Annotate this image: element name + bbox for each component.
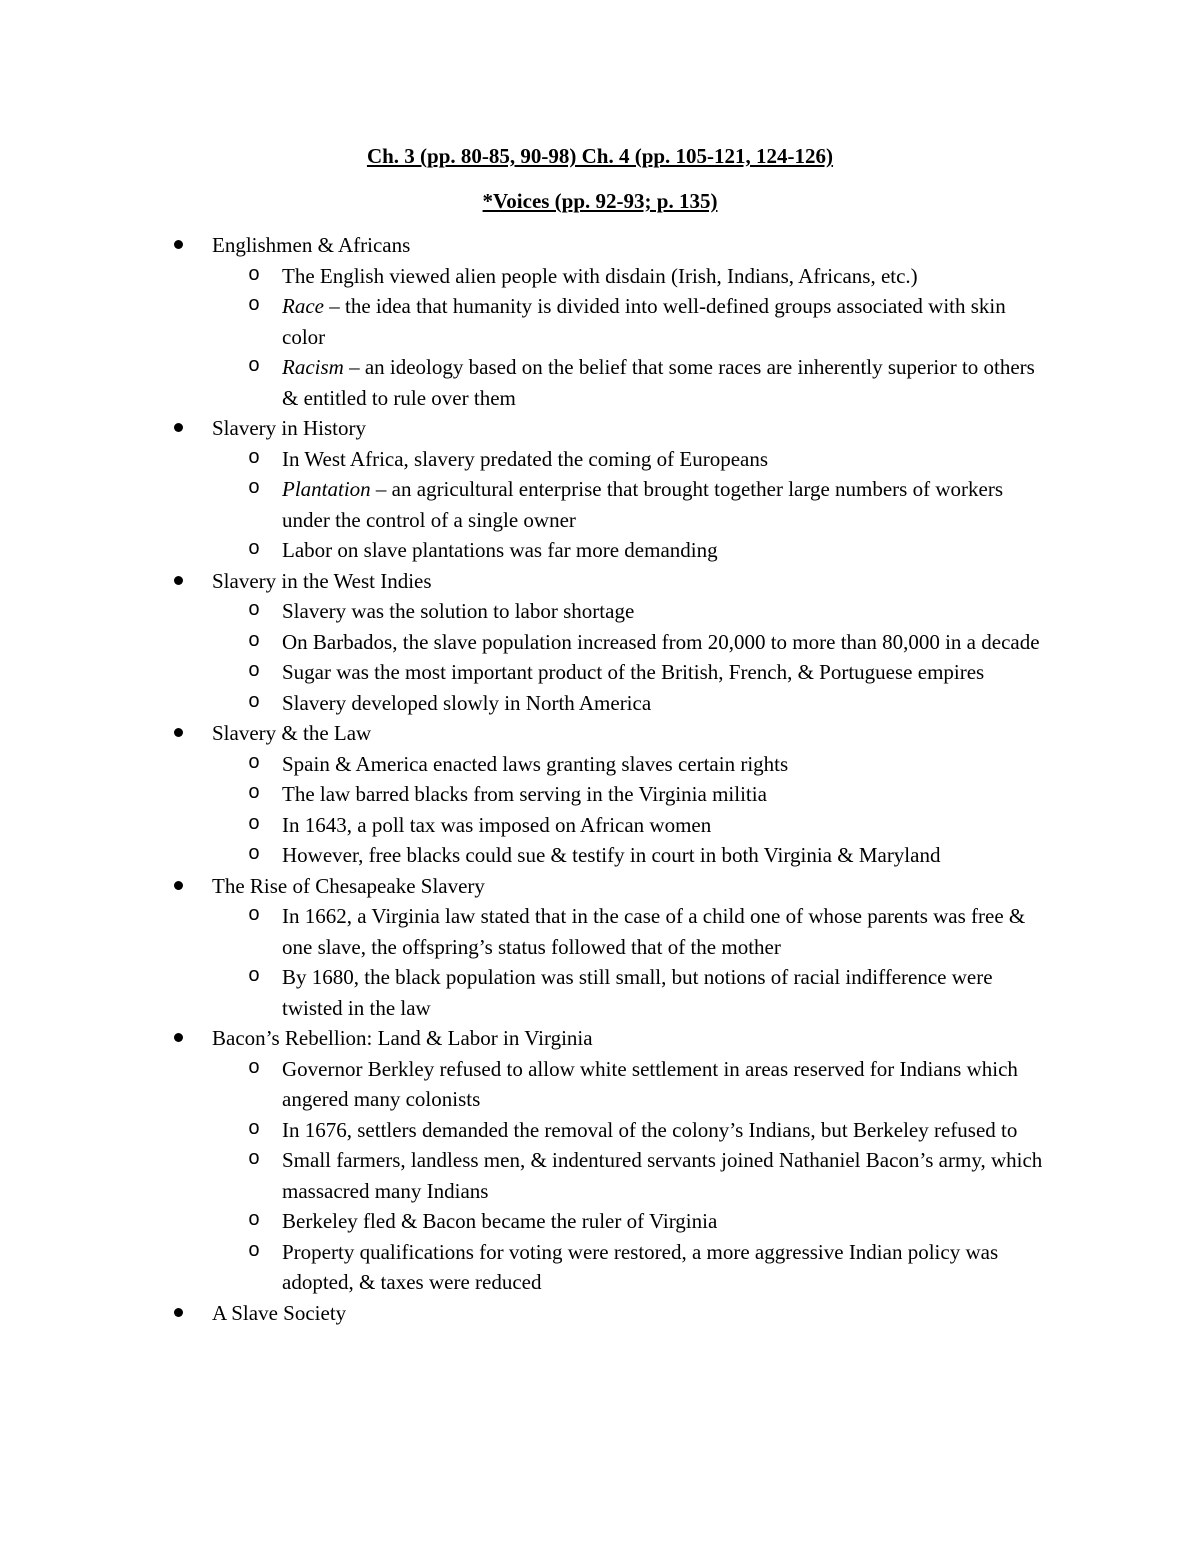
outline-subitem	[0, 261, 1052, 292]
subitem-text: Spain & America enacted laws granting slaves certain rights	[282, 751, 789, 776]
sub-bullet-icon: o	[248, 1148, 261, 1171]
sub-list	[212, 901, 1200, 1023]
subitem-text: – an agricultural enterprise that brought together large numbers of workers under the control of a single owner	[282, 477, 1003, 532]
defined-term: Plantation	[282, 477, 371, 501]
sub-bullet-icon: o	[248, 1056, 261, 1080]
subitem-text: Berkeley fled & Bacon became the ruler of Virginia	[282, 1209, 718, 1233]
outline-topic	[0, 230, 1200, 413]
page-title: Ch. 3 (pp. 80-85, 90-98) Ch. 4 (pp. 105-121, 124-126)	[366, 144, 834, 168]
sub-list	[212, 596, 1200, 718]
sub-list	[212, 261, 1200, 414]
bullet-icon	[174, 881, 183, 890]
subitem-text: Governor Berkley refused to allow white settlement in areas reserved for Indians which angered many colonists	[282, 1056, 1018, 1111]
outline-topic	[0, 1298, 1200, 1329]
outline-subitem	[0, 749, 1052, 780]
sub-bullet-icon: o	[248, 1117, 261, 1141]
subitem-text: Slavery was the solution to labor shortage	[282, 599, 635, 623]
outline-topic	[0, 566, 1200, 719]
sub-bullet-icon: o	[248, 690, 261, 714]
subitem-text: By 1680, the black population was still small, but notions of racial indifference were twisted in the law	[282, 965, 993, 1020]
sub-list	[212, 1054, 1200, 1298]
outline-subitem	[0, 352, 1052, 413]
sub-list	[212, 444, 1200, 566]
bullet-icon	[174, 1308, 183, 1317]
sub-bullet-icon: o	[248, 843, 261, 866]
outline-subitem	[0, 1115, 1052, 1146]
subitem-text: However, free blacks could sue & testify in court in both Virginia & Maryland	[282, 843, 941, 867]
outline-subitem	[0, 1145, 1052, 1206]
defined-term: Race	[282, 294, 324, 318]
topic-title: Bacon’s Rebellion: Land & Labor in Virginia	[212, 1026, 593, 1050]
sub-bullet-icon: o	[248, 751, 261, 775]
outline-subitem	[0, 444, 1052, 475]
notes-outline	[0, 230, 1200, 1328]
topic-title: Englishmen & Africans	[212, 233, 411, 257]
subitem-text: – the idea that humanity is divided into well-defined groups associated with skin color	[282, 294, 1006, 349]
sub-bullet-icon: o	[248, 629, 261, 653]
subitem-text: – an ideology based on the belief that some races are inherently superior to others & entitled to rule over them	[282, 355, 1035, 410]
outline-subitem	[0, 1237, 1052, 1298]
outline-subitem	[0, 840, 1052, 871]
outline-subitem	[0, 810, 1052, 841]
outline-topic	[0, 871, 1200, 1024]
subitem-text: In 1676, settlers demanded the removal of the colony’s Indians, but Berkeley refused to	[282, 1117, 1018, 1142]
subitem-text: Slavery developed slowly in North America	[282, 690, 652, 715]
sub-bullet-icon: o	[248, 477, 261, 500]
sub-bullet-icon: o	[248, 965, 261, 988]
topic-title: Slavery in History	[212, 416, 366, 440]
sub-list	[212, 749, 1200, 871]
outline-subitem	[0, 657, 1052, 688]
subitem-text: The law barred blacks from serving in the Virginia militia	[282, 782, 767, 806]
subitem-text: Labor on slave plantations was far more demanding	[282, 538, 718, 562]
subitem-text: The English viewed alien people with disdain (Irish, Indians, Africans, etc.)	[282, 263, 918, 288]
subitem-text: Small farmers, landless men, & indentured servants joined Nathaniel Bacon’s army, which massacred many Indians	[282, 1148, 1043, 1203]
sub-bullet-icon: o	[248, 812, 261, 836]
outline-subitem	[0, 901, 1052, 962]
outline-subitem	[0, 474, 1052, 535]
sub-bullet-icon: o	[248, 538, 261, 561]
bullet-icon	[174, 1033, 183, 1042]
outline-subitem	[0, 596, 1052, 627]
topic-title: Slavery in the West Indies	[212, 568, 432, 593]
outline-subitem	[0, 779, 1052, 810]
outline-subitem	[0, 535, 1052, 566]
subitem-text: Property qualifications for voting were restored, a more aggressive Indian policy was adopted, & taxes were reduced	[282, 1239, 999, 1294]
sub-bullet-icon: o	[248, 446, 261, 470]
bullet-icon	[174, 576, 183, 585]
sub-bullet-icon: o	[248, 294, 261, 317]
sub-bullet-icon: o	[248, 660, 261, 683]
subitem-text: In West Africa, slavery predated the coming of Europeans	[282, 446, 769, 471]
subitem-text: In 1662, a Virginia law stated that in the case of a child one of whose parents was free & one slave, the offspring’s status followed that of the mother	[282, 904, 1026, 959]
subitem-text: Sugar was the most important product of the British, French, & Portuguese empires	[282, 660, 985, 684]
outline-subitem	[0, 1054, 1052, 1115]
outline-subitem	[0, 627, 1052, 658]
subitem-text: On Barbados, the slave population increased from 20,000 to more than 80,000 in a decade	[282, 629, 1040, 654]
topic-title: The Rise of Chesapeake Slavery	[212, 873, 485, 898]
topic-title: A Slave Society	[212, 1300, 347, 1325]
bullet-icon	[174, 423, 183, 432]
sub-bullet-icon: o	[248, 263, 261, 287]
subitem-text: In 1643, a poll tax was imposed on African women	[282, 812, 712, 837]
bullet-icon	[174, 240, 183, 249]
sub-bullet-icon: o	[248, 782, 261, 805]
bullet-icon	[174, 728, 183, 737]
sub-bullet-icon: o	[248, 599, 261, 622]
outline-subitem	[0, 291, 1052, 352]
page-subtitle: *Voices (pp. 92-93; p. 135)	[482, 189, 718, 213]
outline-subitem	[0, 962, 1052, 1023]
sub-bullet-icon: o	[248, 1239, 261, 1263]
sub-bullet-icon: o	[248, 1209, 261, 1232]
outline-topic	[0, 718, 1200, 871]
sub-bullet-icon: o	[248, 904, 261, 927]
outline-subitem	[0, 688, 1052, 719]
outline-subitem	[0, 1206, 1052, 1237]
topic-title: Slavery & the Law	[212, 721, 372, 745]
defined-term: Racism	[282, 355, 344, 379]
outline-topic	[0, 1023, 1200, 1298]
sub-bullet-icon: o	[248, 355, 261, 378]
outline-topic	[0, 413, 1200, 566]
